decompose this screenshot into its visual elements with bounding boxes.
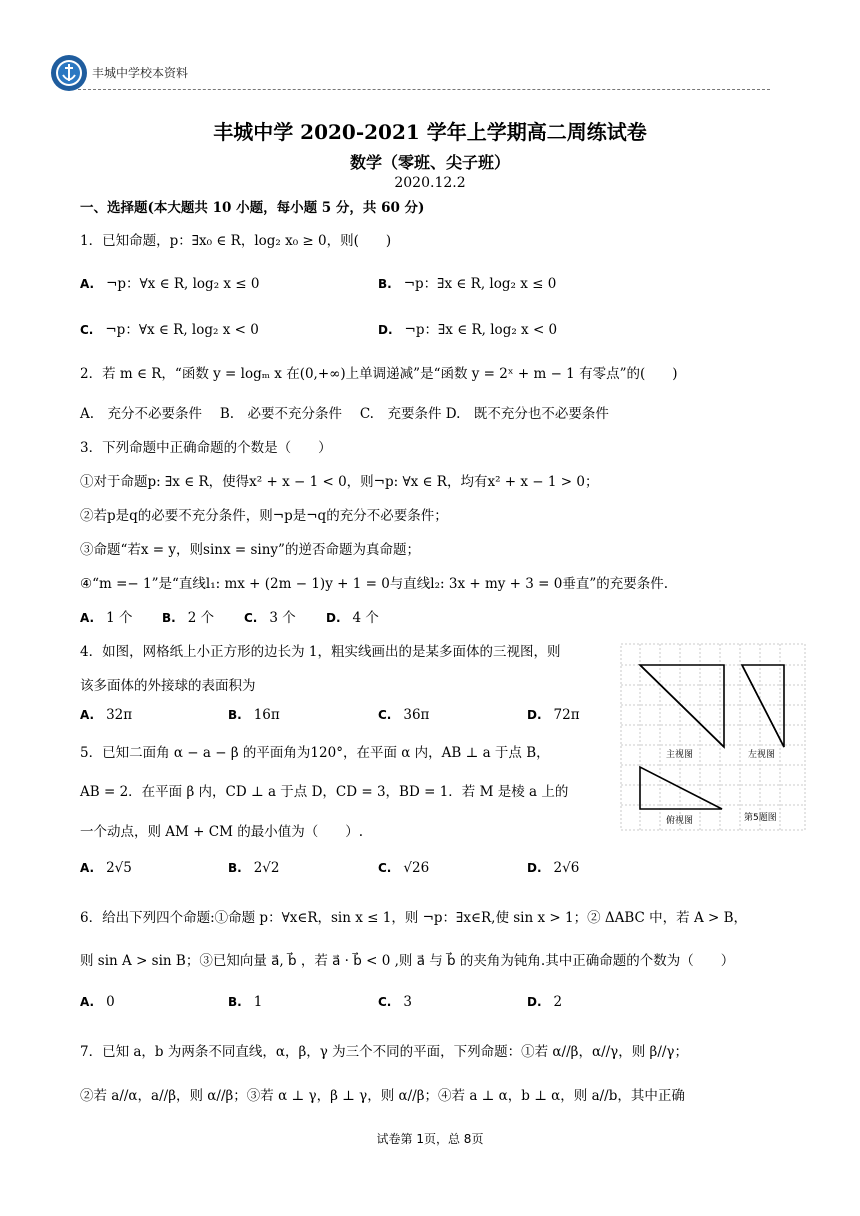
q5-option-b-label: B. (228, 861, 242, 875)
page-footer: 试卷第 1页，总 8页 (376, 1132, 484, 1146)
header-divider (78, 89, 770, 90)
exam-date: 2020.12.2 (394, 175, 466, 191)
q3-option-a-text: 1 个 (106, 610, 133, 626)
q5-option-a-text: 2√5 (106, 860, 132, 876)
q2-options: A. 充分不必要条件 B. 必要不充分条件 C. 充要条件 D. 既不充分也不必要条件 (80, 406, 609, 422)
q3-option-c-label: C. (244, 611, 258, 625)
q3-option-c-text: 3 个 (269, 610, 296, 626)
three-view-diagram (620, 643, 806, 831)
q3-statement-3: ③命题“若x = y，则sinx = siny”的逆否命题为真命题； (80, 542, 420, 558)
q5-option-a-label: A. (80, 861, 95, 875)
section-heading: 一、选择题(本大题共 10 小题，每小题 5 分，共 60 分) (80, 200, 425, 216)
q4-option-c-text: 36π (403, 707, 430, 723)
q3-statement-4: ④“m =− 1”是“直线l₁: mx + (2m − 1)y + 1 = 0与直线l₂: 3x + my + 3 = 0垂直”的充要条件. (80, 576, 669, 592)
q6-option-c (378, 994, 412, 1010)
q3-option-a-label: A. (80, 611, 95, 625)
q1-option-a (80, 272, 260, 292)
q6-option-c-label: C. (378, 995, 392, 1009)
q1-option-a-text: ¬p：∀x ∈ R, log₂ x ≤ 0 (106, 276, 260, 292)
q6-option-d (527, 994, 562, 1010)
q5-option-c-label: C. (378, 861, 392, 875)
q3-option-b-text: 2 个 (187, 610, 215, 626)
q1-option-c-text: ¬p：∀x ∈ R, log₂ x < 0 (105, 322, 259, 338)
q4-option-b-text: 16π (253, 707, 280, 723)
q5-option-d-text: 2√6 (553, 860, 580, 876)
q3-option-d-text: 4 个 (352, 610, 379, 626)
q4-option-a-text: 32π (106, 707, 133, 723)
q1-option-d-text: ¬p：∃x ∈ R, log₂ x < 0 (404, 322, 558, 338)
three-view-figure (620, 643, 806, 831)
q5-option-d-label: D. (527, 861, 542, 875)
q4-option-b (228, 707, 280, 723)
q4-option-c-label: C. (378, 708, 392, 722)
school-emblem-icon (50, 54, 88, 92)
q3-stem: 3．下列命题中正确命题的个数是（ ） (80, 440, 332, 456)
q6-option-b-text: 1 (253, 994, 263, 1010)
q1-option-d (378, 318, 557, 338)
q6-option-a (80, 994, 115, 1010)
q1-option-c-label: C. (80, 323, 94, 337)
figure-top-view-label: 俯视图 (666, 816, 694, 826)
q2-stem: 2．若 m ∈ R，“函数 y = logₘ x 在(0,+∞)上单调递减”是“函数 y = 2ˣ + m − 1 有零点”的( ) (80, 366, 678, 382)
q4-option-d (527, 707, 580, 723)
header-school-name: 丰城中学校本资料 (92, 66, 189, 80)
q7-stem-line-1: 7．已知 a，b 为两条不同直线，α，β，γ 为三个不同的平面，下列命题：①若 α//β，α//γ，则 β//γ； (80, 1044, 688, 1060)
q6-option-a-text: 0 (106, 994, 115, 1010)
q3-option-d-label: D. (326, 611, 341, 625)
school-logo (50, 54, 88, 92)
q1-stem: 1．已知命题，p：∃x₀ ∈ R，log₂ x₀ ≥ 0，则( ) (80, 233, 392, 249)
q4-stem-line-2: 该多面体的外接球的表面积为 (80, 678, 256, 694)
figure-front-view-label: 主视图 (666, 750, 694, 760)
q3-statement-2: ②若p是q的必要不充分条件，则¬p是¬q的充分不必要条件； (80, 508, 448, 524)
q6-stem-line-1: 6．给出下列四个命题:①命题 p：∀x∈R，sin x ≤ 1，则 ¬p：∃x∈R,使 sin x > 1；② ΔABC 中，若 A > B， (80, 910, 748, 926)
q5-option-b (228, 860, 280, 876)
q1-option-a-label: A. (80, 277, 95, 291)
q4-option-a (80, 707, 132, 723)
figure-left-view-label: 左视图 (748, 750, 776, 760)
q1-option-d-label: D. (378, 323, 393, 337)
q5-option-d (527, 860, 579, 876)
q5-stem-line-3: 一个动点，则 AM + CM 的最小值为（ ）. (80, 824, 363, 840)
q4-option-a-label: A. (80, 708, 95, 722)
q4-option-d-label: D. (527, 708, 542, 722)
q1-option-b (378, 272, 556, 292)
q5-stem-line-2: AB = 2．在平面 β 内，CD ⊥ a 于点 D，CD = 3，BD = 1．若 M 是棱 a 上的 (80, 784, 569, 800)
page-title: 丰城中学 2020-2021 学年上学期高二周练试卷 (213, 120, 647, 144)
q6-option-d-text: 2 (553, 994, 563, 1010)
q4-option-b-label: B. (228, 708, 242, 722)
q5-option-c (378, 860, 429, 876)
q6-option-b (228, 994, 262, 1010)
q3-option-d (326, 606, 379, 626)
q3-option-b-label: B. (162, 611, 176, 625)
q5-option-b-text: 2√2 (253, 860, 280, 876)
q6-option-a-label: A. (80, 995, 95, 1009)
q6-option-c-text: 3 (403, 994, 412, 1010)
q1-option-c (80, 318, 259, 338)
page-subtitle: 数学（零班、尖子班） (349, 153, 510, 172)
q1-option-b-label: B. (378, 277, 392, 291)
q5-option-a (80, 860, 132, 876)
q3-option-c (244, 606, 296, 626)
q6-option-d-label: D. (527, 995, 542, 1009)
q5-stem-line-1: 5．已知二面角 α − a − β 的平面角为120°，在平面 α 内，AB ⊥ a 于点 B， (80, 745, 550, 761)
q7-stem-line-2: ②若 a//α，a//β，则 α//β；③若 α ⊥ γ，β ⊥ γ，则 α//β；④若 a ⊥ α，b ⊥ α，则 a//b，其中正确 (80, 1088, 685, 1104)
q1-option-b-text: ¬p：∃x ∈ R, log₂ x ≤ 0 (403, 276, 557, 292)
q4-option-d-text: 72π (553, 707, 580, 723)
q4-option-c (378, 707, 429, 723)
q3-statement-1: ①对于命题p: ∃x ∈ R，使得x² + x − 1 < 0，则¬p: ∀x ∈ R，均有x² + x − 1 > 0； (80, 474, 599, 490)
q3-option-a (80, 606, 132, 626)
q6-option-b-label: B. (228, 995, 242, 1009)
q6-stem-line-2: 则 sin A > sin B；③已知向量 a⃗, b⃗ ，若 a⃗ · b⃗ < 0 ,则 a⃗ 与 b⃗ 的夹角为钝角.其中正确命题的个数为（ ） (80, 953, 735, 969)
q5-option-c-text: √26 (403, 860, 430, 876)
q3-option-b (162, 606, 214, 626)
q4-stem-line-1: 4．如图，网格纸上小正方形的边长为 1，粗实线画出的是某多面体的三视图，则 (80, 644, 561, 660)
figure-caption: 第5题图 (744, 813, 777, 823)
